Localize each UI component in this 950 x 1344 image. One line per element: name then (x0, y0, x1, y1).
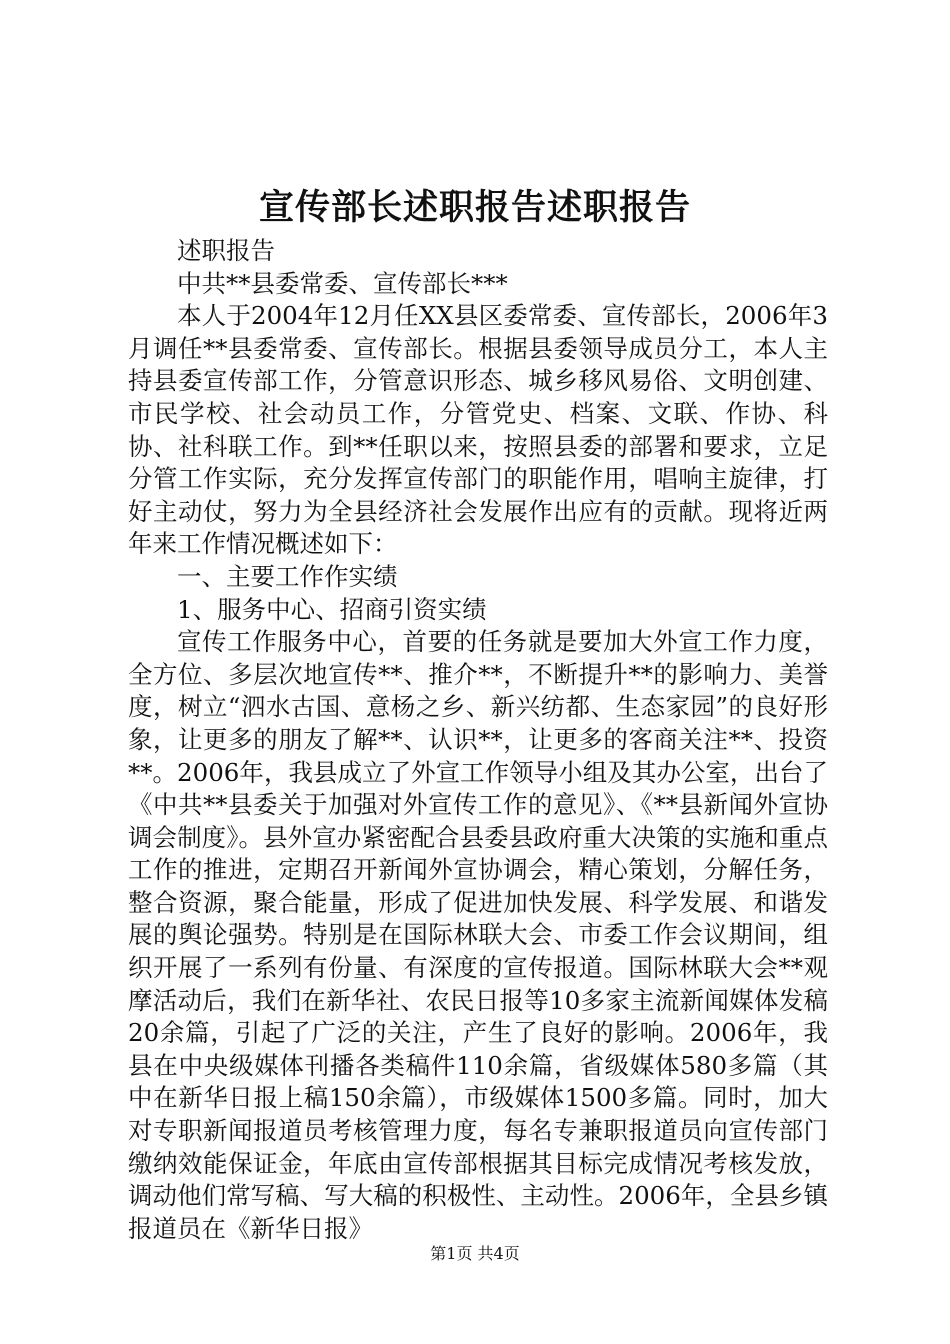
page-indicator: 第1页 共4页 (430, 1244, 520, 1263)
document-body (128, 235, 828, 1245)
section-heading: 一、主要工作作实绩 (177, 561, 398, 591)
paragraph-author: 中共**县委常委、宣传部长*** (177, 268, 508, 298)
paragraph-heading: 述职报告 (177, 236, 275, 265)
paragraph-content: 宣传工作服务中心，首要的任务就是要加大外宣工作力度，全方位、多层次地宣传**、推介**，不断提升**的影响力、美誉度，树立“泗水古国、意杨之乡、新兴纺都、生态家园”的良好形象，让更多的朋友了解**、认识**，让更多的客商关注**、投资**。2006年，我县成立了外宣工作领导小组及其办公室，出台了《中共**县委关于加强对外宣传工作的意见》、《**县新闻外宣协调会制度》。县外宣办紧密配合县委县政府重大决策的实施和重点工作的推进，定期召开新闻外宣协调会，精心策划，分解任务，整合资源，聚合能量，形成了促进加快发展、科学发展、和谐发展的舆论强势。特别是在国际林联大会、市委工作会议期间，组织开展了一系列有份量、有深度的宣传报道。国际林联大会**观摩活动后，我们在新华社、农民日报等10多家主流新闻媒体发稿20余篇，引起了广泛的关注，产生了良好的影响。2006年，我县在中央级媒体刊播各类稿件110余篇，省级媒体580多篇（其中在新华日报上稿150余篇），市级媒体1500多篇。同时，加大对专职新闻报道员考核管理力度，每名专兼职报道员向宣传部门缴纳效能保证金，年底由宣传部根据其目标完成情况考核发放，调动他们常写稿、写大稿的积极性、主动性。2006年，全县乡镇报道员在《新华日报》 (128, 627, 828, 1243)
paragraph-intro: 本人于2004年12月任XX县区委常委、宣传部长，2006年3月调任**县委常委、宣传部长。根据县委领导成员分工，本人主持县委宣传部工作，分管意识形态、城乡移风易俗、文明创建、市民学校、社会动员工作，分管党史、档案、文联、作协、科协、社科联工作。到**任职以来，按照县委的部署和要求，立足分管工作实际，充分发挥宣传部门的职能作用，唱响主旋律，打好主动仗，努力为全县经济社会发展作出应有的贡献。现将近两年来工作情况概述如下： (128, 301, 828, 559)
subsection-heading: 1、服务中心、招商引资实绩 (177, 594, 487, 624)
document-title: 宣传部长述职报告述职报告 (258, 187, 691, 228)
